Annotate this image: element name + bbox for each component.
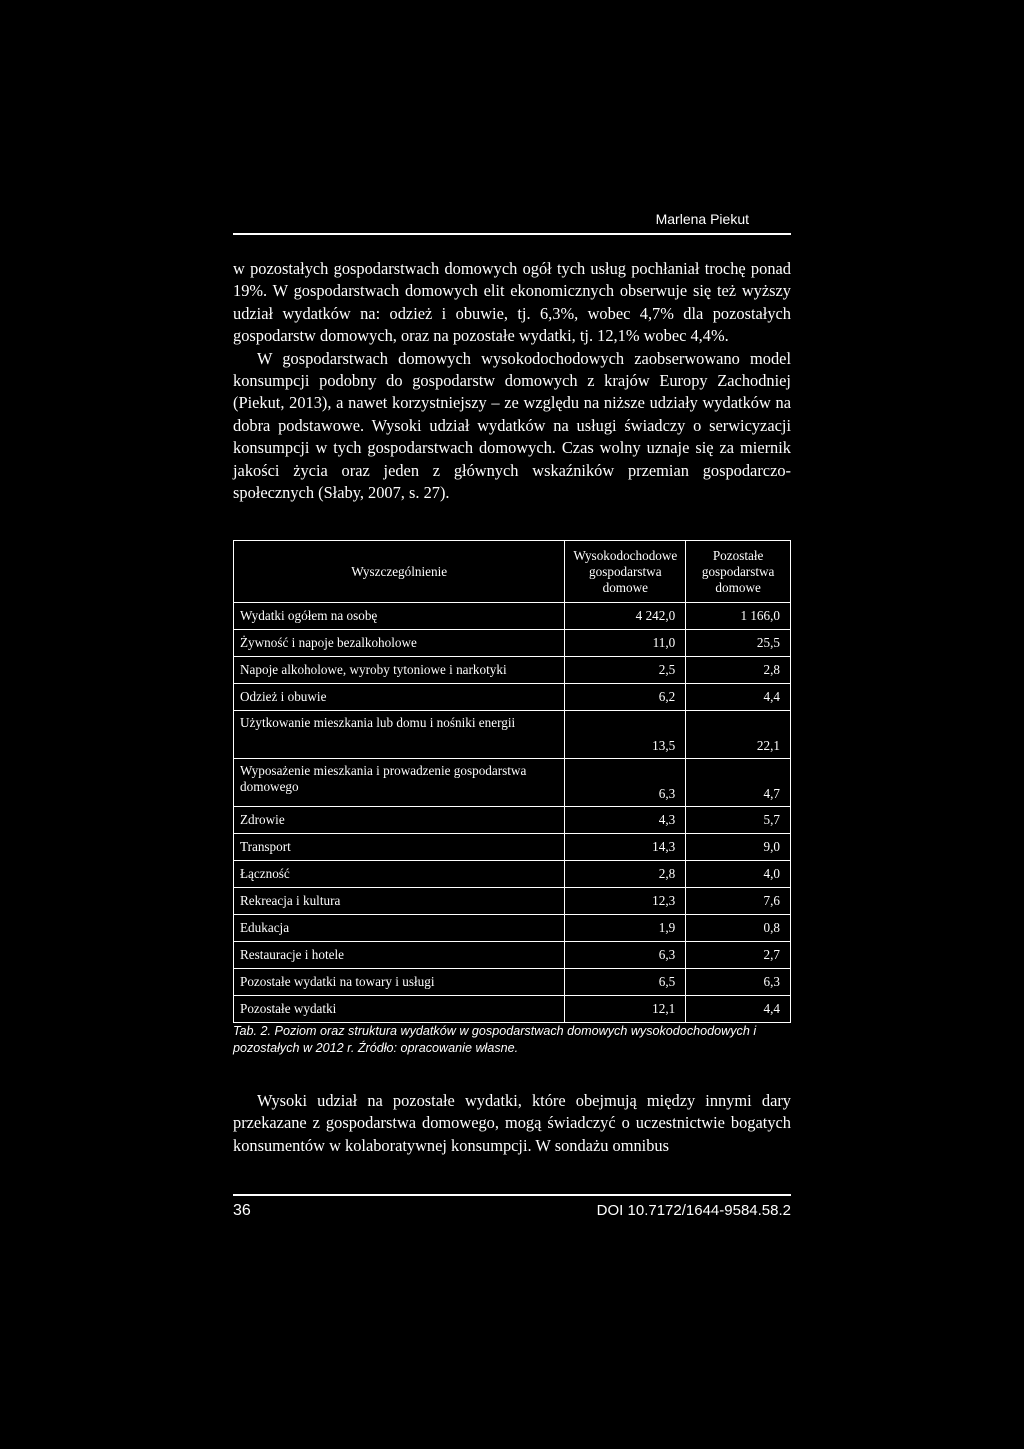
- row-label: Użytkowanie mieszkania lub domu i nośniki energii: [234, 711, 565, 759]
- cell-other: 4,7: [686, 759, 791, 807]
- expenditure-table: [233, 540, 791, 1023]
- row-label: Napoje alkoholowe, wyroby tytoniowe i narkotyki: [234, 657, 565, 684]
- footer-rule: [233, 1194, 791, 1196]
- table-row: [234, 684, 791, 711]
- cell-other: 25,5: [686, 630, 791, 657]
- row-label: Łączność: [234, 861, 565, 888]
- cell-high-income: 12,1: [565, 996, 686, 1023]
- cell-high-income: 11,0: [565, 630, 686, 657]
- row-label: Pozostałe wydatki: [234, 996, 565, 1023]
- table-row: [234, 969, 791, 996]
- cell-high-income: 4,3: [565, 807, 686, 834]
- cell-high-income: 1,9: [565, 915, 686, 942]
- table-row: [234, 807, 791, 834]
- cell-high-income: 14,3: [565, 834, 686, 861]
- cell-high-income: 2,8: [565, 861, 686, 888]
- cell-high-income: 6,5: [565, 969, 686, 996]
- table-row: [234, 711, 791, 759]
- paragraph: w pozostałych gospodarstwach domowych ogół tych usług pochłaniał trochę ponad 19%. W gospodarstwach domowych elit ekonomicznych obserwuje się też wyższy udział wydatków na: odzież i obuwie, tj. 6,3%, wobec 4,7% dla pozostałych gospodarstw domowych, oraz na pozostałe wydatki, tj. 12,1% wobec 4,4%.: [233, 259, 791, 346]
- running-header-author: Marlena Piekut: [655, 211, 749, 227]
- cell-other: 7,6: [686, 888, 791, 915]
- cell-other: 5,7: [686, 807, 791, 834]
- table-row: [234, 630, 791, 657]
- row-label: Odzież i obuwie: [234, 684, 565, 711]
- table-row: [234, 759, 791, 807]
- table-row: [234, 888, 791, 915]
- table-row: [234, 603, 791, 630]
- row-label: Wydatki ogółem na osobę: [234, 603, 565, 630]
- cell-high-income: 12,3: [565, 888, 686, 915]
- cell-other: 6,3: [686, 969, 791, 996]
- row-label: Restauracje i hotele: [234, 942, 565, 969]
- row-label: Transport: [234, 834, 565, 861]
- column-header-high-income: Wysokodochodowe gospodarstwa domowe: [565, 541, 686, 603]
- row-label: Rekreacja i kultura: [234, 888, 565, 915]
- row-label: Żywność i napoje bezalkoholowe: [234, 630, 565, 657]
- paragraph: W gospodarstwach domowych wysokodochodowych zaobserwowano model konsumpcji podobny do gospodarstw domowych z krajów Europy Zachodniej (Piekut, 2013), a nawet korzystniejszy – ze względu na niższe udziały wydatków na dobra podstawowe. Wysoki udział wydatków na usługi świadczy o serwicyzacji konsumpcji w tych gospodarstwach domowych. Czas wolny uznaje się za miernik jakości życia oraz jeden z głównych wskaźników przemian gospodarczo-społecznych (Słaby, 2007, s. 27).: [233, 348, 791, 503]
- table-row: [234, 942, 791, 969]
- cell-high-income: 13,5: [565, 711, 686, 759]
- body-text-top: [233, 258, 791, 504]
- cell-other: 2,7: [686, 942, 791, 969]
- cell-high-income: 2,5: [565, 657, 686, 684]
- table-row: [234, 657, 791, 684]
- table-row: [234, 834, 791, 861]
- row-label: Wyposażenie mieszkania i prowadzenie gospodarstwa domowego: [234, 759, 565, 807]
- table-row: [234, 915, 791, 942]
- table-caption: Tab. 2. Poziom oraz struktura wydatków w gospodarstwach domowych wysokodochodowych i pozostałych w 2012 r. Źródło: opracowanie własne.: [233, 1024, 757, 1055]
- row-label: Edukacja: [234, 915, 565, 942]
- cell-other: 9,0: [686, 834, 791, 861]
- table-row: [234, 996, 791, 1023]
- cell-other: 4,4: [686, 996, 791, 1023]
- cell-other: 2,8: [686, 657, 791, 684]
- cell-high-income: 6,3: [565, 942, 686, 969]
- cell-other: 22,1: [686, 711, 791, 759]
- column-header-other: Pozostałe gospodarstwa domowe: [686, 541, 791, 603]
- table-row: [234, 861, 791, 888]
- page-number: 36: [233, 1202, 251, 1219]
- table-header-row: [234, 541, 791, 603]
- cell-other: 1 166,0: [686, 603, 791, 630]
- doi-reference: DOI 10.7172/1644-9584.58.2: [596, 1202, 791, 1219]
- cell-other: 4,4: [686, 684, 791, 711]
- header-rule: [233, 233, 791, 235]
- row-label: Pozostałe wydatki na towary i usługi: [234, 969, 565, 996]
- cell-other: 4,0: [686, 861, 791, 888]
- row-label: Zdrowie: [234, 807, 565, 834]
- cell-other: 0,8: [686, 915, 791, 942]
- body-text-bottom: [233, 1090, 791, 1157]
- paragraph: Wysoki udział na pozostałe wydatki, które obejmują między innymi dary przekazane z gospodarstwa domowego, mogą świadczyć o uczestnictwie bogatych konsumentów w kolaboratywnej konsumpcji. W sondażu omnibus: [233, 1091, 791, 1155]
- column-header-label: Wyszczególnienie: [234, 541, 565, 603]
- cell-high-income: 4 242,0: [565, 603, 686, 630]
- cell-high-income: 6,2: [565, 684, 686, 711]
- cell-high-income: 6,3: [565, 759, 686, 807]
